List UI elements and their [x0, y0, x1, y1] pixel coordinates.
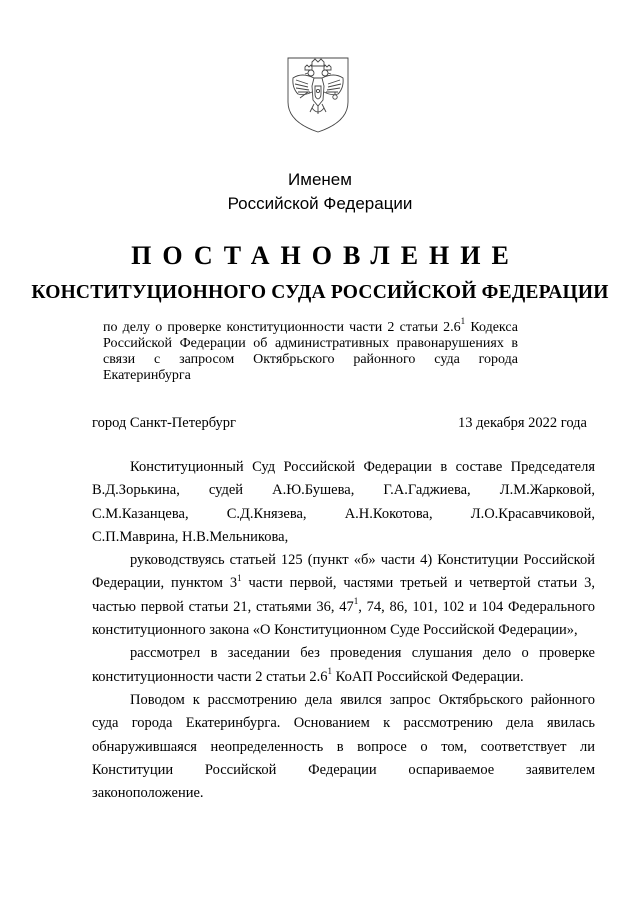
body-line: Конституции Российской Федерации оспариваемое заявителем [92, 761, 595, 778]
body-line: С.П.Маврина, Н.В.Мельникова, [92, 528, 289, 545]
date-of-issue: 13 декабря 2022 года [458, 415, 587, 431]
case-desc-sup: 1 [460, 316, 466, 327]
body-sup: 1 [327, 665, 333, 676]
body-text [92, 456, 595, 805]
coat-of-arms-emblem [278, 50, 358, 134]
place-of-issue: город Санкт-Петербург [92, 415, 237, 431]
body-line: руководствуясь статьей 125 (пункт «б» части 4) Конституции Российской [130, 552, 595, 569]
body-fragment: части первой, частями третьей и четвертой статьи 3, [241, 575, 595, 592]
body-line: С.М.Казанцева, С.Д.Князева, А.Н.Кокотова, Л.О.Красавчиковой, [92, 505, 595, 522]
body-fragment: Федерации, пунктом 3 [92, 575, 238, 592]
case-desc-line-1b: Кодекса [465, 320, 518, 335]
case-desc-line-3: связи с запросом Октябрьского районного суда города [103, 352, 518, 367]
body-line [92, 666, 595, 689]
body-fragment: конституционности части 2 статьи 2.6 [92, 668, 328, 685]
case-description [103, 316, 518, 384]
body-sup: 1 [237, 572, 242, 583]
in-the-name-of-label: Именем [288, 170, 352, 189]
document-subtitle: КОНСТИТУЦИОННОГО СУДА РОССИЙСКОЙ ФЕДЕРАЦИИ [31, 282, 609, 303]
body-fragment: частью первой статьи 21, статьями 36, 47 [92, 598, 354, 615]
body-line: законоположение. [92, 785, 204, 802]
case-desc-line-4: Екатеринбурга [103, 368, 191, 383]
case-desc-line-2: Российской Федерации об административных правонарушениях в [103, 336, 518, 351]
russian-federation-label: Российской Федерации [227, 194, 413, 213]
body-line: суда города Екатеринбурга. Основанием к рассмотрению дела явилась [92, 715, 595, 732]
body-sup: 1 [353, 595, 359, 606]
body-line: рассмотрел в заседании без проведения слушания дело о проверке [130, 645, 595, 662]
case-desc-line-1a: по делу о проверке конституционности части 2 статьи 2.6 [103, 320, 461, 335]
body-line: конституционного закона «О Конституционном Суде Российской Федерации», [92, 622, 578, 639]
body-fragment: КоАП Российской Федерации. [332, 668, 524, 685]
body-line: В.Д.Зорькина, судей А.Ю.Бушева, Г.А.Гаджиева, Л.М.Жарковой, [92, 482, 595, 499]
document-title: ПОСТАНОВЛЕНИЕ [131, 241, 520, 270]
body-line: Конституционный Суд Российской Федерации в составе Председателя [130, 459, 595, 475]
body-line: обнаружившаяся неопределенность в вопросе о том, соответствует ли [92, 738, 595, 755]
body-line [92, 596, 595, 619]
body-fragment: , 74, 86, 101, 102 и 104 Федерального [358, 598, 596, 615]
body-line [92, 572, 595, 595]
body-line: Поводом к рассмотрению дела явился запрос Октябрьского районного [130, 691, 595, 708]
